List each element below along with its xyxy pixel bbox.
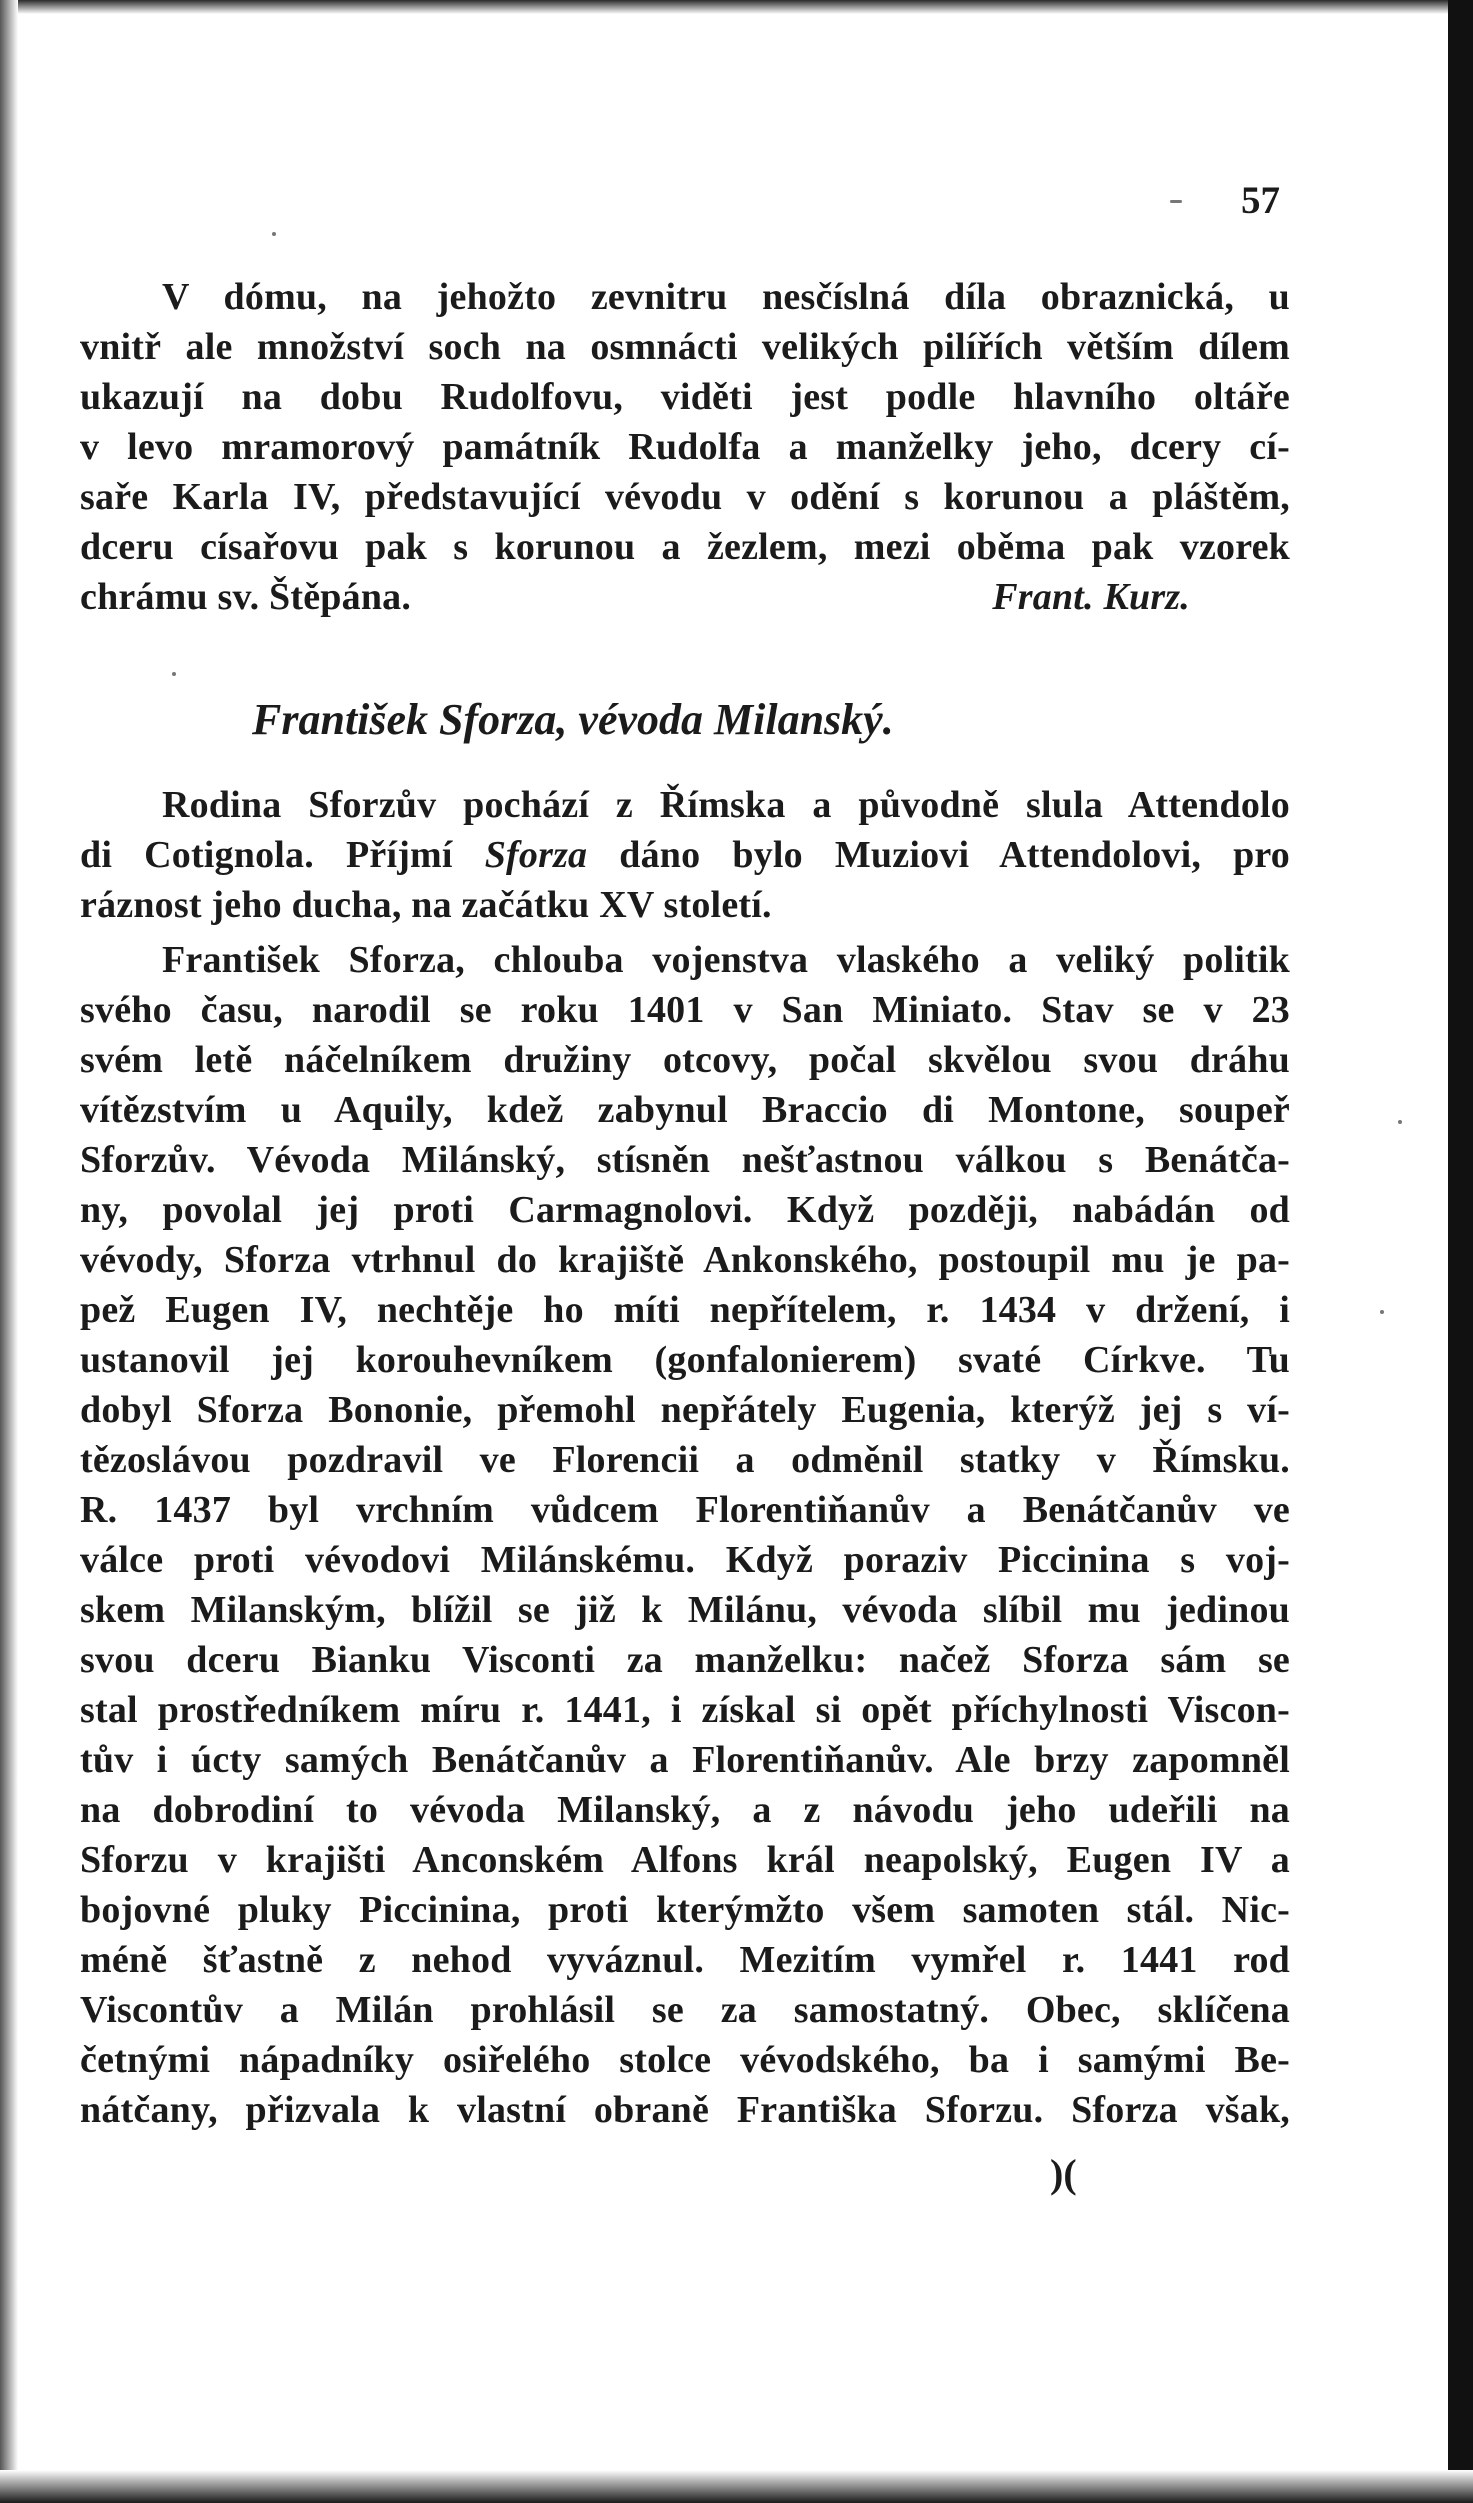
section-heading: František Sforza, vévoda Milanský. <box>252 695 894 744</box>
text-line: svém letě náčelníkem družiny otcovy, počal skvělou svou dráhu <box>80 1039 1290 1081</box>
text-line: četnými nápadníky osiřelého stolce vévodského, ba i samými Be- <box>80 2039 1290 2081</box>
paragraph-biography <box>80 935 1290 2135</box>
text-line: tězoslávou pozdravil ve Florencii a odměnil statky v Římsku. <box>80 1439 1290 1481</box>
text-line: svého času, narodil se roku 1401 v San Miniato. Stav se v 23 <box>80 989 1290 1031</box>
paragraph-dome <box>80 272 1290 622</box>
paragraph-family <box>80 780 1290 930</box>
page-number: 57 <box>1241 179 1280 222</box>
text-line: saře Karla IV, představující vévodu v odění s korunou a pláštěm, <box>80 476 1290 518</box>
text-line: vévody, Sforza vtrhnul do krajiště Ankonského, postoupil mu je pa- <box>80 1239 1290 1281</box>
text-line: Viscontův a Milán prohlásil se za samostatný. Obec, sklíčena <box>80 1989 1290 2031</box>
text-line: Rodina Sforzův pochází z Římska a původně slula Attendolo <box>162 784 1290 826</box>
text-line: ráznost jeho ducha, na začátku XV století. <box>80 884 772 926</box>
text-line: méně šťastně z nehod vyváznul. Mezitím vymřel r. 1441 rod <box>80 1939 1290 1981</box>
italic-term: Sforza <box>484 834 588 876</box>
text-line: bojovné pluky Piccinina, proti kterýmžto všem samoten stál. Nic- <box>80 1889 1290 1931</box>
text-line-with-signature <box>80 572 1290 622</box>
text-span: dáno bylo Muziovi Attendolovi, pro <box>587 834 1290 876</box>
text-line: na dobrodiní to vévoda Milanský, a z návodu jeho udeřili na <box>80 1789 1290 1831</box>
text-line: stal prostředníkem míru r. 1441, i získal si opět příchylnosti Viscon- <box>80 1689 1290 1731</box>
text-line: chrámu sv. Štěpána. <box>80 576 412 618</box>
text-line: válce proti vévodovi Milánskému. Když poraziv Piccinina s voj- <box>80 1539 1290 1581</box>
text-line: vnitř ale množství soch na osmnácti velikých pilířích větším dílem <box>80 326 1290 368</box>
text-line: vítězstvím u Aquily, kdež zabynul Braccio di Montone, soupeř <box>80 1089 1290 1131</box>
text-line: R. 1437 byl vrchním vůdcem Florentiňanův a Benátčanův ve <box>80 1489 1290 1531</box>
text-line: dceru císařovu pak s korunou a žezlem, mezi oběma pak vzorek <box>80 526 1290 568</box>
text-line: v levo mramorový památník Rudolfa a manželky jeho, dcery cí- <box>80 426 1290 468</box>
text-line: ukazují na dobu Rudolfovu, viděti jest podle hlavního oltáře <box>80 376 1290 418</box>
text-line: svou dceru Bianku Visconti za manželku: načež Sforza sám se <box>80 1639 1290 1681</box>
printer-signature-mark: )( <box>1050 2151 1077 2196</box>
text-span: di Cotignola. Příjmí <box>80 834 485 876</box>
text-line: pež Eugen IV, nechtěje ho míti nepřítelem, r. 1434 v držení, i <box>80 1289 1290 1331</box>
text-line: nátčany, přizvala k vlastní obraně Františka Sforzu. Sforza však, <box>80 2089 1290 2131</box>
text-line: dobyl Sforza Bononie, přemohl nepřátely Eugenia, kterýž jej s ví- <box>80 1389 1290 1431</box>
text-line: skem Milanským, blížil se již k Milánu, vévoda slíbil mu jedinou <box>80 1589 1290 1631</box>
author-signature: Frant. Kurz. <box>992 576 1190 618</box>
text-line: Sforzu v krajišti Anconském Alfons král neapolský, Eugen IV a <box>80 1839 1290 1881</box>
text-line: František Sforza, chlouba vojenstva vlaského a veliký politik <box>162 939 1290 981</box>
text-line: Sforzův. Vévoda Milánský, stísněn nešťastnou válkou s Benátča- <box>80 1139 1290 1181</box>
text-line: ny, povolal jej proti Carmagnolovi. Když později, nabádán od <box>80 1189 1290 1231</box>
text-line: ustanovil jej korouhevníkem (gonfalonierem) svaté Církve. Tu <box>80 1339 1290 1381</box>
text-line: V dómu, na jehožto zevnitru nesčíslná díla obraznická, u <box>162 276 1290 318</box>
text-line <box>80 830 1290 880</box>
text-line: tův i úcty samých Benátčanův a Florentiňanův. Ale brzy zapomněl <box>80 1739 1290 1781</box>
